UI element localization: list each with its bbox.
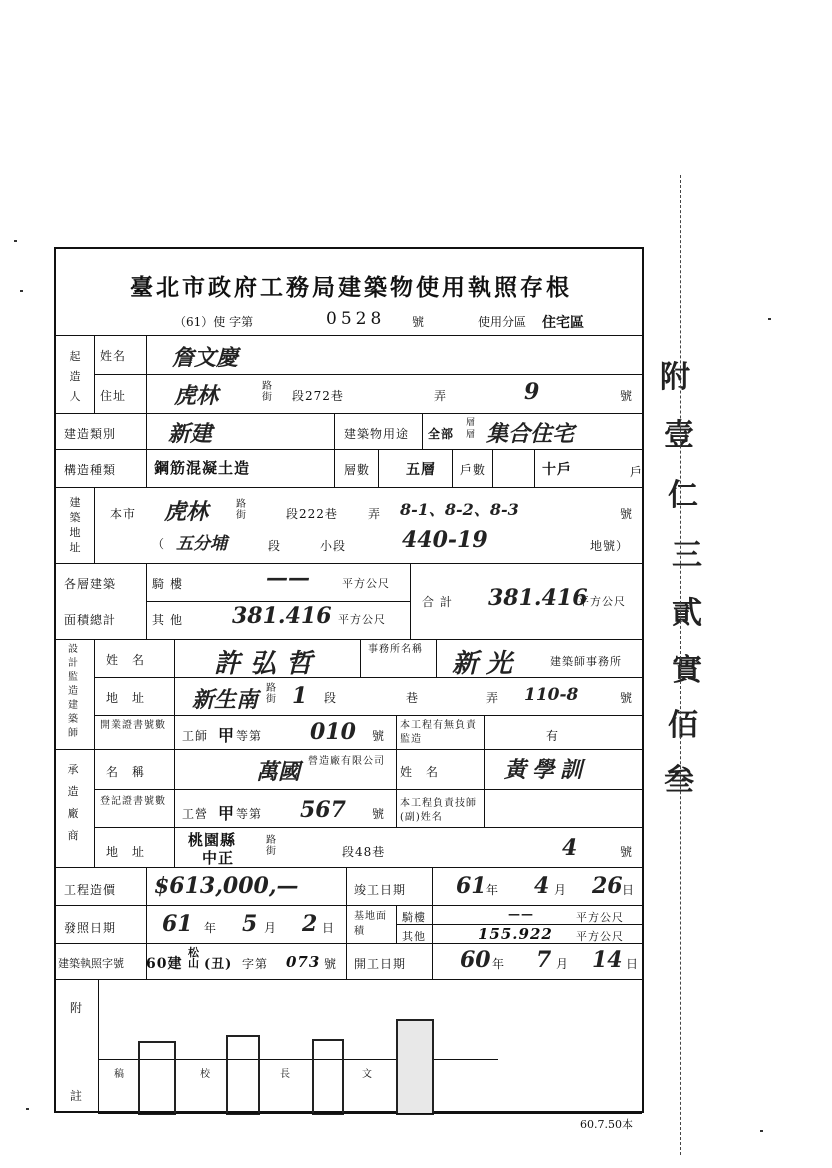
designer-name-label: 姓名 — [106, 653, 159, 667]
seal-stamp — [312, 1039, 344, 1115]
start-month: 7 — [536, 947, 552, 973]
finish-year-unit: 年 — [486, 883, 500, 897]
contractor-reg-prefix: 工營 — [182, 807, 209, 821]
start-day-unit: 日 — [626, 957, 640, 971]
col-divider — [436, 639, 437, 677]
site-lane: 段222巷 — [286, 507, 338, 521]
applicant-addr-road-unit: 路街 — [262, 381, 273, 403]
applicant-addr-alley: 弄 — [434, 389, 448, 403]
contractor-reg-suffix: 號 — [372, 807, 386, 821]
contractor-addr-no-unit: 號 — [620, 845, 634, 859]
issue-year: 61 — [162, 911, 193, 937]
margin-char: 貳 — [672, 596, 702, 631]
applicant-name: 詹文慶 — [172, 345, 239, 371]
site-lot-section: 五分埔 — [176, 534, 227, 554]
row-divider — [94, 374, 642, 375]
contractor-section-label: 承造廠商 — [67, 763, 79, 842]
site-section-label: 建築地址 — [69, 496, 81, 554]
sum-label: 合計 — [422, 595, 459, 609]
row-divider — [94, 789, 642, 790]
col-divider — [146, 413, 147, 487]
applicant-addr-no: 9 — [524, 379, 540, 405]
structure-label: 構造種類 — [64, 463, 117, 477]
issue-year-unit: 年 — [204, 921, 218, 935]
households-value: 十戶 — [542, 462, 572, 478]
designer-license-mid: 等第 — [236, 729, 263, 743]
margin-char: 叁 — [664, 763, 694, 798]
applicant-addr-label: 住址 — [100, 389, 127, 403]
permit-no: 073 — [286, 953, 321, 971]
office-suffix: 建築師事務所 — [550, 655, 622, 668]
other-value: 381.416 — [232, 603, 332, 629]
start-year-unit: 年 — [492, 957, 506, 971]
households-unit: 戶 — [630, 465, 644, 479]
area-total-label: 面積總計 — [64, 613, 117, 627]
arcade-unit: 平方公尺 — [342, 577, 390, 590]
applicant-addr-no-unit: 號 — [620, 389, 634, 403]
base-arcade-unit: 平方公尺 — [576, 911, 624, 924]
applicant-addr-lane: 段272巷 — [292, 389, 344, 403]
site-lot-section-unit: 段 — [268, 539, 282, 553]
start-day: 14 — [592, 947, 623, 973]
site-city: 本市 — [110, 507, 137, 521]
col-divider — [98, 979, 99, 1113]
designer-addr-section-unit: 段 — [324, 691, 338, 705]
issue-label: 發照日期 — [64, 921, 117, 935]
contractor-addr-lane: 段48巷 — [342, 845, 386, 859]
permit-suffix: 號 — [324, 957, 338, 971]
footer-print-code: 60.7.50本 — [580, 1118, 633, 1131]
category-label: 建造類別 — [64, 427, 117, 441]
use-label: 建築物用途 — [344, 427, 410, 441]
designer-addr-label: 地址 — [106, 691, 159, 705]
arcade-value: —— — [266, 565, 310, 591]
license-number: 0528 — [326, 309, 386, 329]
row-divider — [56, 979, 642, 980]
margin-char: 壹 — [664, 418, 694, 453]
row-divider — [94, 827, 642, 828]
seal-stamp — [138, 1041, 176, 1115]
site-no-unit: 號 — [620, 507, 634, 521]
col-divider — [410, 563, 411, 639]
contractor-name-label: 名稱 — [106, 765, 159, 779]
row-divider — [56, 487, 642, 488]
designer-addr-no-unit: 號 — [620, 691, 634, 705]
notes-row-char: 校 — [200, 1069, 211, 1080]
margin-char: 附 — [660, 360, 690, 395]
col-divider — [396, 749, 397, 827]
designer-license-label: 開業證書號數 — [100, 720, 166, 731]
sum-value: 381.416 — [488, 585, 588, 611]
finish-year: 61 — [456, 873, 487, 899]
license-stub-form — [54, 247, 644, 1113]
license-prefix: （61）使 字第 — [174, 315, 254, 329]
contractor-addr-road-unit: 路街 — [266, 835, 277, 857]
row-divider — [146, 601, 410, 602]
row-divider — [56, 563, 642, 564]
row-divider — [56, 449, 642, 450]
col-divider — [346, 867, 347, 979]
col-divider — [94, 639, 95, 749]
issue-month-unit: 月 — [264, 921, 278, 935]
designer-name: 許弘哲 — [214, 649, 323, 679]
scan-speck — [26, 1108, 29, 1110]
use-floor-unit: 層層 — [466, 418, 477, 440]
site-road: 虎林 — [164, 499, 209, 525]
floors-label: 層數 — [344, 463, 371, 477]
col-divider — [94, 749, 95, 867]
issue-day: 2 — [302, 911, 318, 937]
row-divider — [56, 413, 642, 414]
arcade-label: 騎樓 — [152, 577, 189, 591]
contractor-reg-grade: 甲 — [218, 804, 236, 823]
col-divider — [422, 413, 423, 449]
site-lot-subsection: 小段 — [320, 539, 347, 553]
col-divider — [378, 449, 379, 487]
base-area-label: 基地面積 — [354, 911, 387, 937]
designer-addr-lane: 巷 — [406, 691, 420, 705]
notes-bottom-line — [98, 1113, 642, 1114]
notes-row-char: 稿 — [114, 1069, 125, 1080]
structure-value: 鋼筋混凝土造 — [154, 459, 251, 477]
scan-speck — [760, 1130, 763, 1132]
site-lot-prefix: （ — [152, 537, 166, 551]
scan-edge-line — [680, 175, 681, 1155]
col-divider — [534, 449, 535, 487]
permit-district-grade: (丑) — [204, 957, 233, 972]
margin-char: 三 — [672, 538, 702, 573]
permit-prefix: 60建 — [146, 956, 183, 972]
contractor-name-suffix: 營造廠有限公司 — [308, 756, 385, 767]
notes-row-char: 長 — [280, 1069, 291, 1080]
row-divider — [94, 715, 642, 716]
contractor-person: 黃學訓 — [504, 757, 589, 783]
form-title: 臺北市政府工務局建築物使用執照存根 — [130, 274, 572, 301]
col-divider — [432, 867, 433, 979]
sum-unit: 平方公尺 — [578, 595, 626, 608]
designer-license-prefix: 工師 — [182, 729, 209, 743]
scan-speck — [768, 318, 771, 320]
col-divider — [484, 715, 485, 749]
zone-label: 使用分區 — [478, 315, 527, 329]
site-alley: 弄 — [368, 507, 382, 521]
permit-district: 松山 — [188, 946, 200, 970]
contractor-addr-city: 桃園縣 — [188, 831, 237, 849]
row-divider — [94, 677, 642, 678]
base-arcade-value: —— — [508, 907, 534, 921]
other-label: 其他 — [152, 613, 189, 627]
designer-addr-alley: 弄 — [486, 691, 500, 705]
designer-section-label: 設計監造建築師 — [68, 644, 78, 739]
other-unit: 平方公尺 — [338, 613, 386, 626]
floor-area-label: 各層建築 — [64, 577, 117, 591]
designer-license-no: 010 — [310, 719, 356, 745]
row-divider — [56, 943, 642, 944]
base-other-unit: 平方公尺 — [576, 930, 624, 943]
scan-speck — [14, 240, 17, 242]
contractor-person-label: 姓名 — [400, 765, 453, 779]
col-divider — [174, 749, 175, 867]
designer-license-suffix: 號 — [372, 729, 386, 743]
col-divider — [334, 413, 335, 487]
issue-day-unit: 日 — [322, 921, 336, 935]
base-other-label: 其他 — [402, 930, 426, 943]
col-divider — [94, 487, 95, 563]
floors-value: 五層 — [406, 462, 436, 478]
col-divider — [396, 715, 397, 749]
contractor-addr-label: 地址 — [106, 845, 159, 859]
office-name: 新光 — [452, 649, 521, 679]
notes-label-top: 附 — [70, 1001, 84, 1015]
finish-month: 4 — [534, 873, 550, 899]
applicant-section-label: 起造人 — [69, 350, 81, 403]
start-month-unit: 月 — [556, 957, 570, 971]
engineer-label: 本工程負責技師(副)姓名 — [400, 798, 477, 823]
permit-label: 建築執照字號 — [58, 957, 124, 970]
margin-char: 仁 — [668, 478, 698, 513]
col-divider — [174, 639, 175, 749]
contractor-name: 萬國 — [256, 759, 301, 785]
designer-addr-road: 新生南 — [192, 687, 259, 713]
designer-license-grade: 甲 — [218, 726, 236, 745]
finish-label: 竣工日期 — [354, 883, 407, 897]
finish-day-unit: 日 — [622, 883, 636, 897]
households-label: 戶數 — [460, 463, 487, 477]
designer-addr-section: 1 — [292, 683, 308, 709]
designer-addr-road-unit: 路街 — [266, 683, 277, 705]
license-suffix: 號 — [412, 315, 425, 329]
base-other-value: 155.922 — [478, 925, 553, 943]
margin-char: 佰 — [668, 708, 698, 743]
row-divider — [56, 335, 642, 336]
office-label: 事務所名稱 — [368, 644, 423, 655]
col-divider — [484, 749, 485, 827]
notes-row-char: 文 — [362, 1069, 373, 1080]
col-divider — [452, 449, 453, 487]
issue-month: 5 — [242, 911, 258, 937]
scan-speck — [20, 290, 23, 292]
zone-value: 住宅區 — [542, 315, 584, 331]
cost-value: $613,000,— — [154, 873, 299, 899]
contractor-reg-label: 登記證書號數 — [100, 796, 166, 807]
site-road-unit: 路街 — [236, 499, 247, 521]
margin-char: 實 — [672, 653, 702, 688]
contractor-reg-no: 567 — [300, 797, 346, 823]
supervise-value: 有 — [546, 729, 560, 743]
use-value: 集合住宅 — [486, 421, 575, 447]
category-value: 新建 — [168, 421, 213, 447]
permit-mid: 字第 — [242, 957, 269, 971]
contractor-reg-mid: 等第 — [236, 807, 263, 821]
designer-addr-no: 110-8 — [524, 685, 579, 705]
col-divider — [492, 449, 493, 487]
contractor-addr-no: 4 — [562, 835, 578, 861]
contractor-addr-road: 中正 — [202, 849, 235, 867]
finish-month-unit: 月 — [554, 883, 568, 897]
seal-stamp — [226, 1035, 260, 1115]
start-label: 開工日期 — [354, 957, 407, 971]
row-divider — [56, 749, 642, 750]
use-extra: 全部 — [428, 427, 455, 441]
row-divider — [56, 905, 642, 906]
start-year: 60 — [460, 947, 491, 973]
base-arcade-label: 騎樓 — [402, 911, 426, 924]
finish-day: 26 — [592, 873, 623, 899]
site-lot-suffix: 地號） — [590, 539, 630, 553]
applicant-name-label: 姓名 — [100, 349, 127, 363]
site-numbers: 8-1、8-2、8-3 — [400, 500, 519, 519]
col-divider — [360, 639, 361, 677]
notes-label-bottom: 註 — [70, 1089, 84, 1103]
supervise-label: 本工程有無負責監造 — [400, 720, 477, 745]
seal-stamp — [396, 1019, 434, 1115]
site-lot-no: 440-19 — [402, 527, 488, 553]
row-divider — [56, 639, 642, 640]
applicant-addr-road: 虎林 — [174, 383, 219, 409]
cost-label: 工程造價 — [64, 883, 117, 897]
row-divider — [56, 867, 642, 868]
